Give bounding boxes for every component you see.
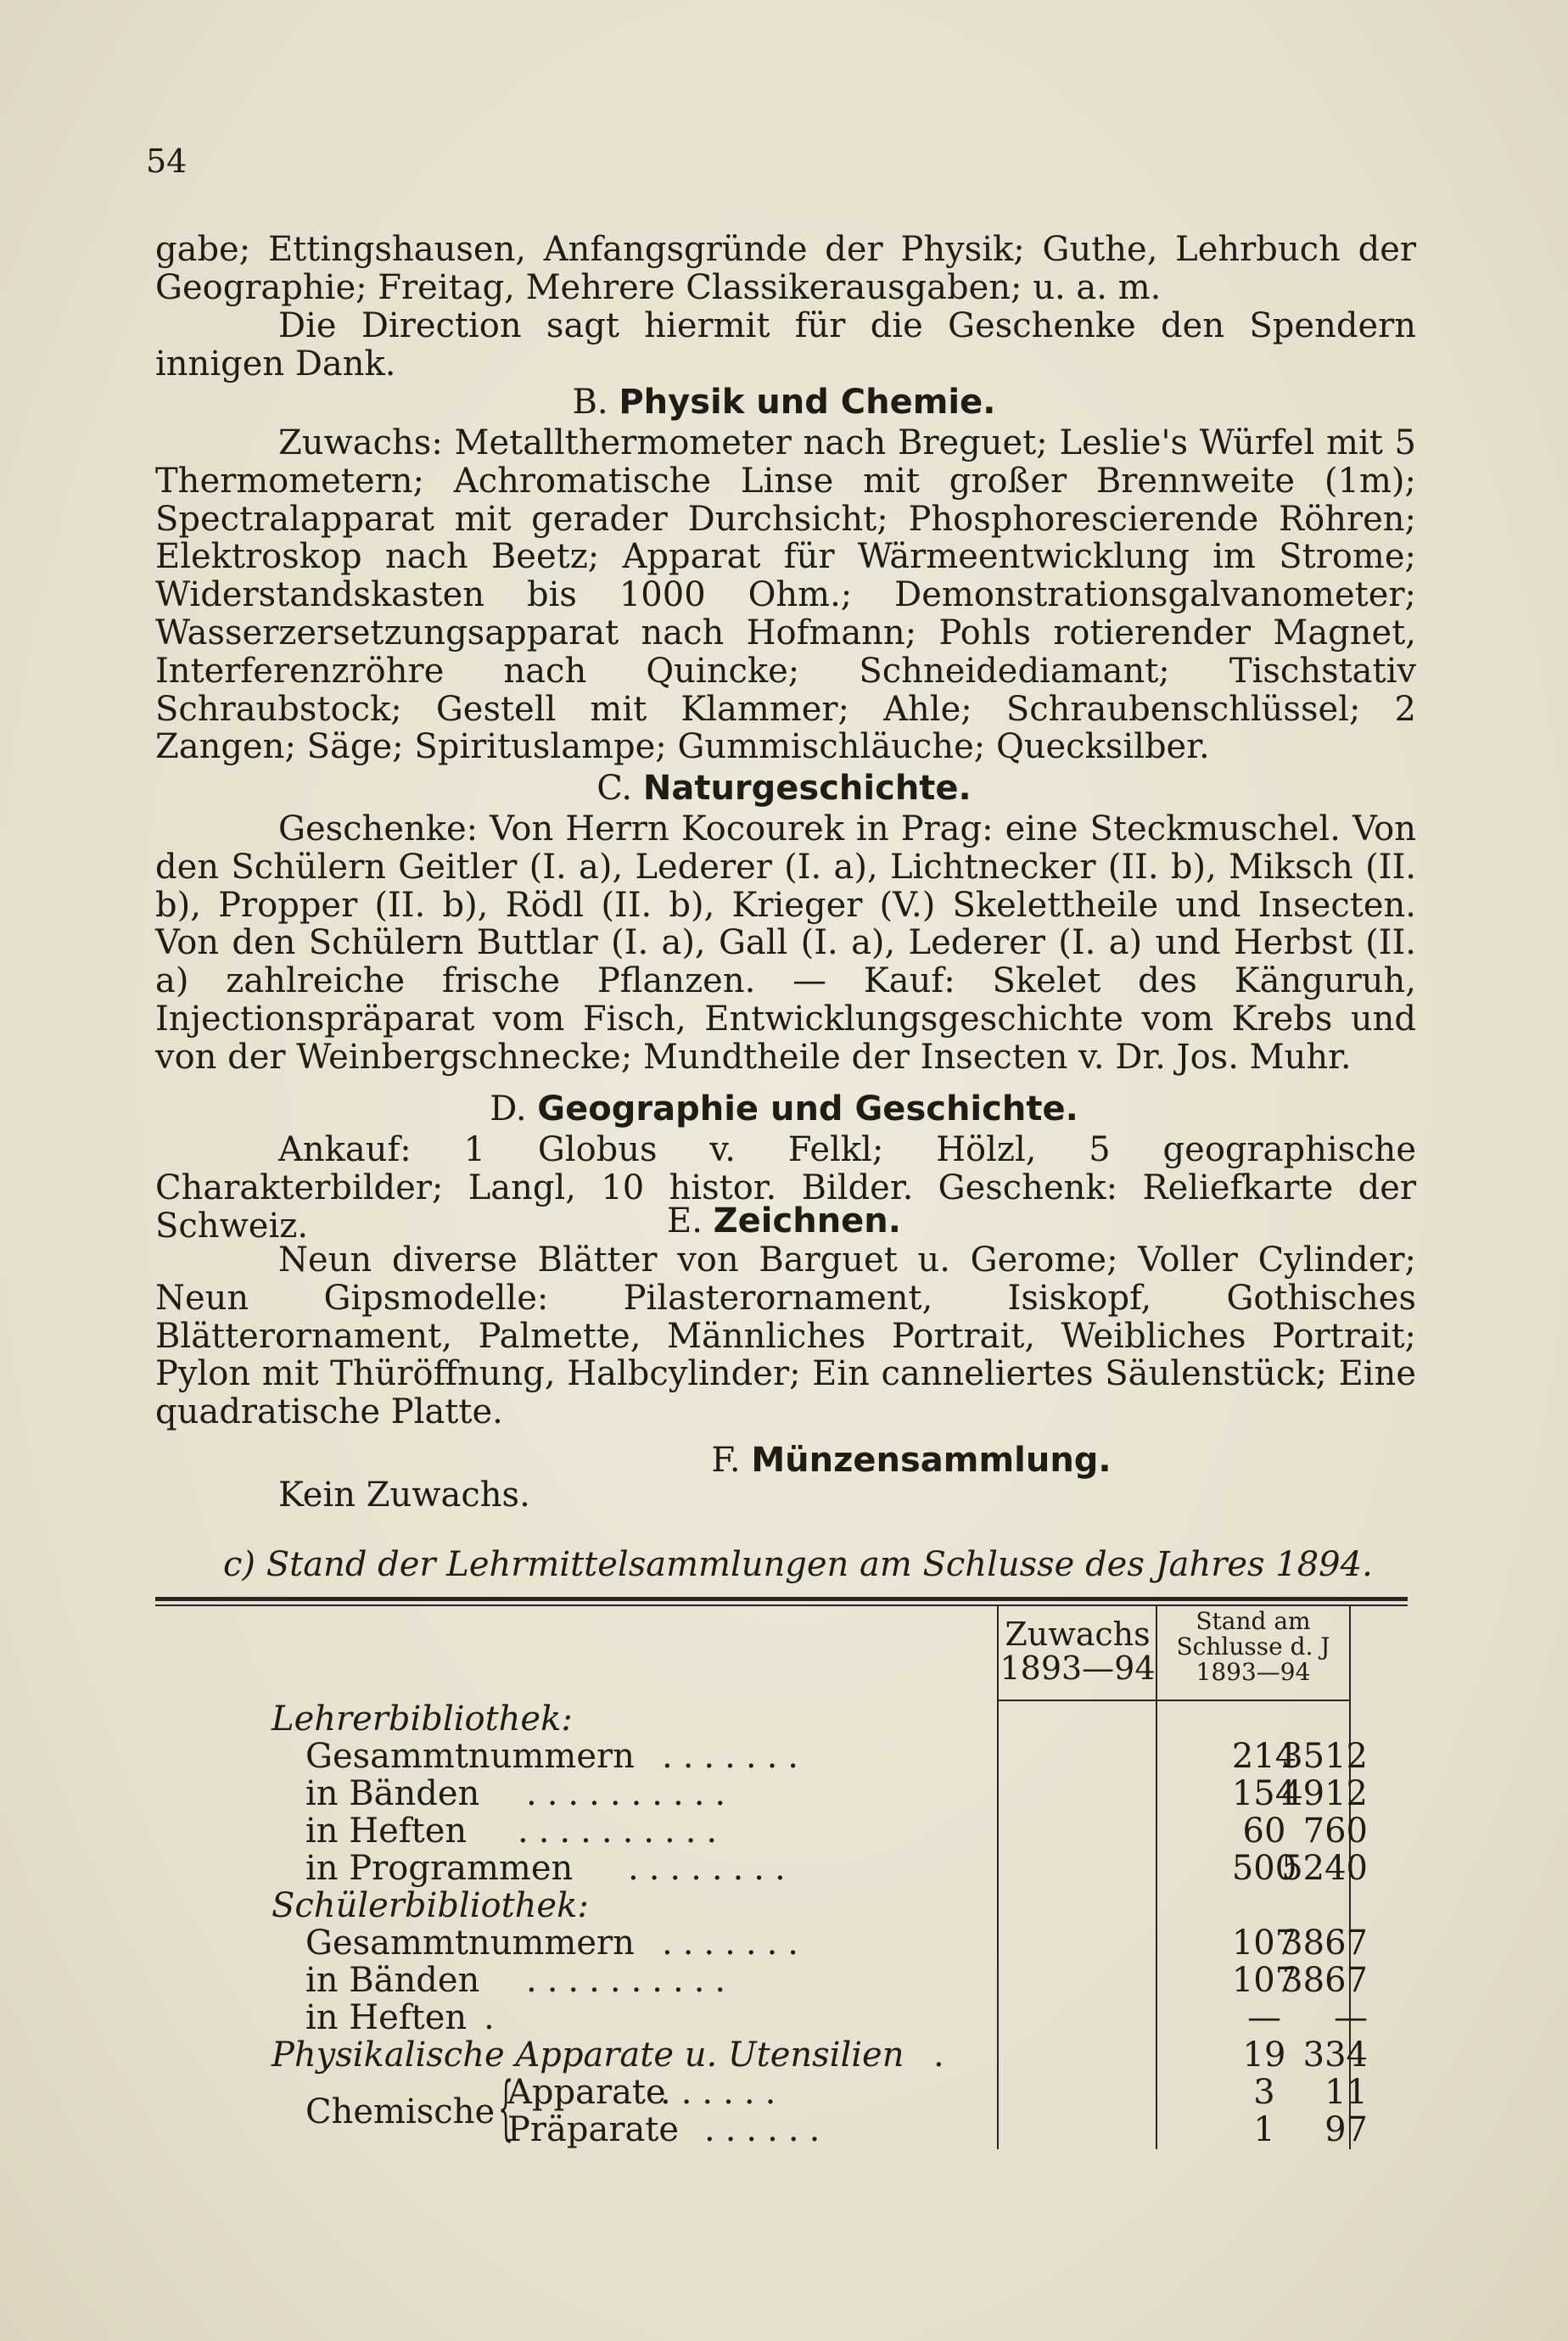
table-row: Gesammtnummern ....... 214 3512 [272, 1738, 1375, 1775]
row-stand: 97 [1324, 2110, 1368, 2149]
schuelerbibliothek-heading: Schülerbibliothek: [272, 1886, 589, 1925]
row-stand: 760 [1302, 1812, 1368, 1851]
section-d-heading [0, 1089, 1568, 1129]
row-label: Gesammtnummern [305, 1737, 635, 1776]
section-f-heading [127, 1440, 1568, 1481]
row-zuwachs: 19 [1242, 2036, 1286, 2075]
intro-paragraph: gabe; Ettingshausen, Anfangsgründe der Physik; Guthe, Lehrbuch der Geographie; Freitag, Mehrere Classikerausgaben; u. a. m. [155, 230, 1416, 307]
row-zuwachs: 214 [1231, 1737, 1297, 1776]
section-d-title: Geographie und Geschichte. [537, 1089, 1078, 1128]
header-stand-line2: Schlusse d. J [1176, 1633, 1330, 1661]
header-stand [1157, 1609, 1349, 1685]
row-label: in Bänden [305, 1774, 480, 1813]
row-zuwachs: 154 [1231, 1774, 1297, 1813]
row-label: Physikalische Apparate u. Utensilien [272, 2036, 904, 2075]
table-row: in Heften .......... 60 760 [272, 1812, 1375, 1850]
table-caption-title: Stand der Lehrmittelsammlungen am Schlusse des Jahres 1894. [266, 1545, 1373, 1584]
table-row: in Bänden .......... 154 4912 [272, 1775, 1375, 1812]
header-zuwachs-line1: Zuwachs [1005, 1616, 1151, 1653]
page-number: 54 [146, 143, 188, 180]
section-c-letter: C. [596, 769, 633, 808]
row-label: Präparate [507, 2110, 680, 2149]
table-caption-prefix: c) [223, 1545, 256, 1584]
section-e-heading [0, 1201, 1568, 1241]
row-stand: — [1334, 1998, 1368, 2037]
row-zuwachs: 1 [1253, 2110, 1275, 2149]
row-label: in Heften [305, 1998, 468, 2037]
row-zuwachs: 107 [1231, 1924, 1297, 1963]
row-stand: 3512 [1281, 1737, 1368, 1776]
table-row: Apparate ...... 3 11 [272, 2074, 1375, 2111]
row-zuwachs: 60 [1242, 1812, 1286, 1851]
row-zuwachs: — [1247, 1998, 1281, 2037]
row-label: in Bänden [305, 1961, 480, 2000]
table-row: in Programmen ........ 500 5240 [272, 1850, 1375, 1887]
table-row: Gesammtnummern ....... 107 3867 [272, 1924, 1375, 1962]
table-top-rule-thin [155, 1605, 1408, 1606]
row-zuwachs: 3 [1253, 2073, 1275, 2112]
header-zuwachs-line2: 1893—94 [1000, 1649, 1156, 1687]
header-stand-line1: Stand am [1196, 1607, 1311, 1635]
row-stand: 4912 [1281, 1774, 1368, 1813]
row-stand: 11 [1324, 2073, 1368, 2112]
brace-icon: { [498, 2068, 514, 2148]
row-label: in Programmen [305, 1849, 574, 1888]
section-b-title: Physik und Chemie. [619, 383, 996, 422]
section-f-letter: F. [711, 1441, 741, 1480]
section-b-letter: B. [572, 383, 608, 422]
table-top-rule-thick [155, 1597, 1408, 1601]
section-e-letter: E. [667, 1201, 703, 1241]
chemische-label: Chemische [305, 2092, 496, 2131]
header-stand-line3: 1893—94 [1196, 1658, 1311, 1686]
row-stand: 5240 [1281, 1849, 1368, 1888]
thanks-paragraph: Die Direction sagt hiermit für die Geschenke den Spendern innigen Dank. [155, 306, 1416, 384]
section-c-heading [0, 768, 1568, 809]
section-f-title: Münzensammlung. [751, 1441, 1112, 1480]
row-stand: 3867 [1281, 1924, 1368, 1963]
row-stand: 3867 [1281, 1961, 1368, 2000]
table-row: in Heften . — — [272, 1999, 1375, 2036]
row-label: Apparate [507, 2073, 666, 2112]
table-row: in Bänden .......... 107 3867 [272, 1962, 1375, 1999]
lehrerbibliothek-heading: Lehrerbibliothek: [272, 1700, 573, 1739]
row-label: in Heften [305, 1812, 468, 1851]
table-row: Physikalische Apparate u. Utensilien . 19 334 [272, 2036, 1375, 2074]
table-caption [223, 1544, 1411, 1585]
section-c-text: Geschenke: Von Herrn Kocourek in Prag: eine Steckmuschel. Von den Schülern Geitler (I. a), Lederer (I. a), Lichtnecker (II. b), Miksch (II. b), Propper (II. b), Rödl (II. b), Krieger (V.) Skelettheile und Insecten. Von den Schülern Buttlar (I. a), Gall (I. a), Lederer (I. a) und Herbst (II. a) zahlreiche frische Pflanzen. — Kauf: Skelet des Känguruh, Injectionspräparat vom Fisch, Entwicklungsgeschichte vom Krebs und von der Weinbergschnecke; Mundtheile der Insecten v. Dr. Jos. Muhr. [155, 809, 1416, 1077]
header-zuwachs [1000, 1617, 1156, 1685]
table-row: Präparate ...... 1 97 [272, 2111, 1375, 2148]
section-c-title: Naturgeschichte. [642, 769, 972, 808]
section-d-letter: D. [490, 1089, 527, 1128]
section-b-text: Zuwachs: Metallthermometer nach Breguet; Leslie's Würfel mit 5 Thermometern; Achromatische Linse mit großer Brennweite (1m); Spectralapparat mit gerader Durchsicht; Phosphorescierende Röhren; Elektroskop nach Beetz; Apparat für Wärmeentwicklung im Strome; Widerstandskasten bis 1000 Ohm.; Demonstrationsgalvanometer; Wasserzersetzungsapparat nach Hofmann; Pohls rotierender Magnet, Interferenzröhre nach Quincke; Schneidediamant; Tischstativ Schraubstock; Gestell mit Klammer; Ahle; Schraubenschlüssel; 2 Zangen; Säge; Spirituslampe; Gummischläuche; Quecksilber. [155, 423, 1416, 767]
table-row [272, 1700, 1375, 1738]
row-zuwachs: 107 [1231, 1961, 1297, 2000]
section-f-text: Kein Zuwachs. [278, 1476, 530, 1515]
row-zuwachs: 500 [1231, 1849, 1297, 1888]
section-b-heading [0, 382, 1568, 423]
table-row [272, 1887, 1375, 1924]
row-stand: 334 [1302, 2036, 1368, 2075]
section-e-text: Neun diverse Blätter von Barguet u. Gerome; Voller Cylinder; Neun Gipsmodelle: Pilasterornament, Isiskopf, Gothisches Blätterornament, Palmette, Männliches Portrait, Weibliches Portrait; Pylon mit Thüröffnung, Halbcylinder; Ein canneliertes Säulenstück; Eine quadratische Platte. [155, 1241, 1416, 1432]
section-e-title: Zeichnen. [713, 1201, 901, 1241]
section-d-text: Ankauf: 1 Globus v. Felkl; Hölzl, 5 geographische Charakterbilder; Langl, 10 histor. Bilder. Geschenk: Reliefkarte der Schweiz. [155, 1130, 1416, 1246]
row-label: Gesammtnummern [305, 1924, 635, 1963]
